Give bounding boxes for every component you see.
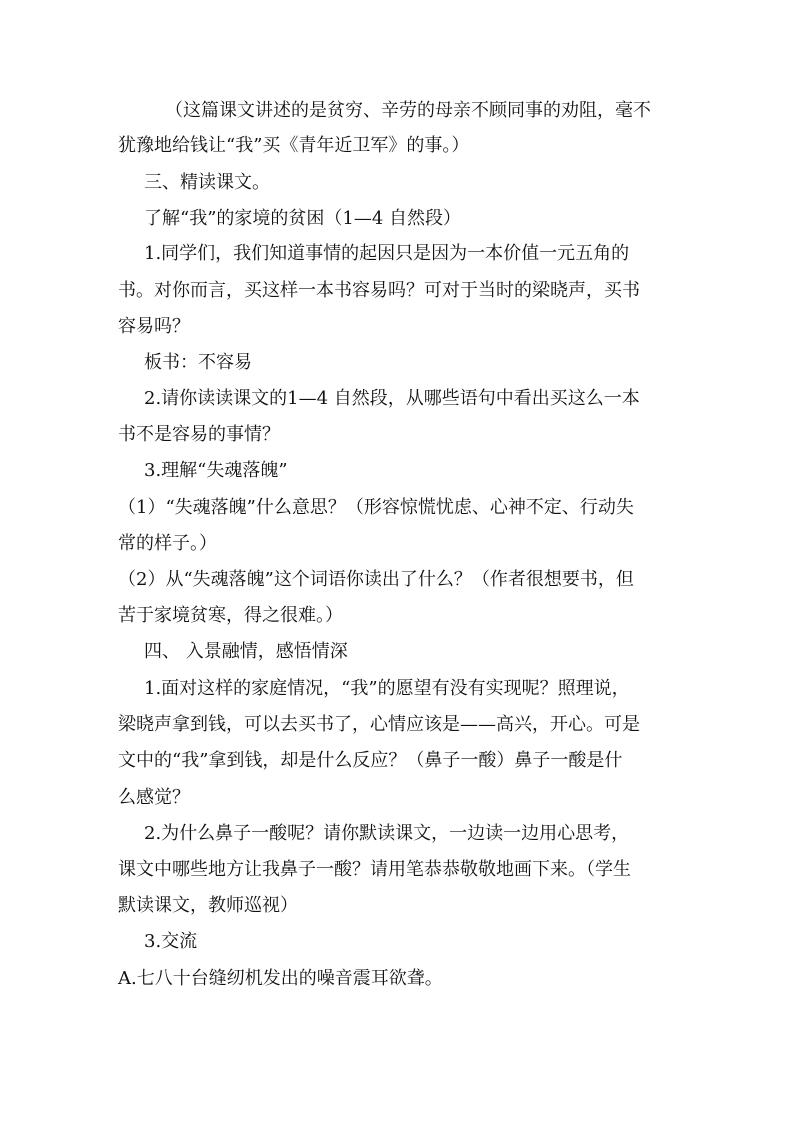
text-line-s4-1-b: 梁晓声拿到钱，可以去买书了，心情应该是——高兴，开心。可是 [118, 714, 640, 735]
text-line-summary-1: （这篇课文讲述的是贫穷、辛劳的母亲不顾同事的劝阻，毫不 [165, 100, 651, 121]
text-line-s4-1-a: 1.面对这样的家庭情况，“我”的愿望有没有实现呢？照理说， [144, 678, 630, 699]
text-line-board: 板书：不容易 [144, 352, 252, 373]
section-heading-3: 三、精读课文。 [144, 172, 270, 193]
text-line-q3-1-a: （1）“失魂落魄”什么意思？（形容惊慌忧虑、心神不定、行动失 [118, 497, 634, 518]
text-line-s4-3-a: A.七八十台缝纫机发出的噪音震耳欲聋。 [118, 968, 443, 989]
text-line-s4-1-c: 文中的“我”拿到钱，却是什么反应？（鼻子一酸）鼻子一酸是什 [118, 750, 623, 771]
text-line-q1-2: 书。对你而言，买这样一本书容易吗？可对于当时的梁晓声，买书 [118, 280, 640, 301]
text-line-q3-1-b: 常的样子。） [118, 533, 217, 554]
text-line-q1-1: 1.同学们，我们知道事情的起因只是因为一本价值一元五角的 [144, 243, 630, 264]
text-line-q2-1: 2.请你读读课文的1—4 自然段，从哪些语句中看出买这么一本 [144, 388, 640, 409]
text-line-s4-2-a: 2.为什么鼻子一酸呢？请你默读课文，一边读一边用心思考， [144, 823, 630, 844]
text-line-q3-2-a: （2）从“失魂落魄”这个词语你读出了什么？（作者很想要书，但 [118, 569, 634, 590]
section-heading-4: 四、 入景融情，感悟情深 [144, 641, 348, 662]
subheading-family: 了解“我”的家境的贫困（1—4 自然段） [144, 208, 462, 229]
text-line-q3-2-b: 苦于家境贫寒，得之很难。） [118, 605, 343, 626]
text-line-q1-3: 容易吗？ [118, 316, 190, 337]
text-line-s4-2-c: 默读课文，教师巡视） [118, 895, 298, 916]
text-line-s4-3: 3.交流 [144, 931, 198, 952]
text-line-q2-2: 书不是容易的事情？ [118, 424, 280, 445]
text-line-s4-1-d: 么感觉？ [118, 787, 190, 808]
text-line-s4-2-b: 课文中哪些地方让我鼻子一酸？请用笔恭恭敬敬地画下来。（学生 [118, 859, 631, 880]
text-line-q3-title: 3.理解“失魂落魄” [144, 460, 288, 481]
text-line-summary-2: 犹豫地给钱让“我”买《青年近卫军》的事。） [118, 135, 470, 156]
